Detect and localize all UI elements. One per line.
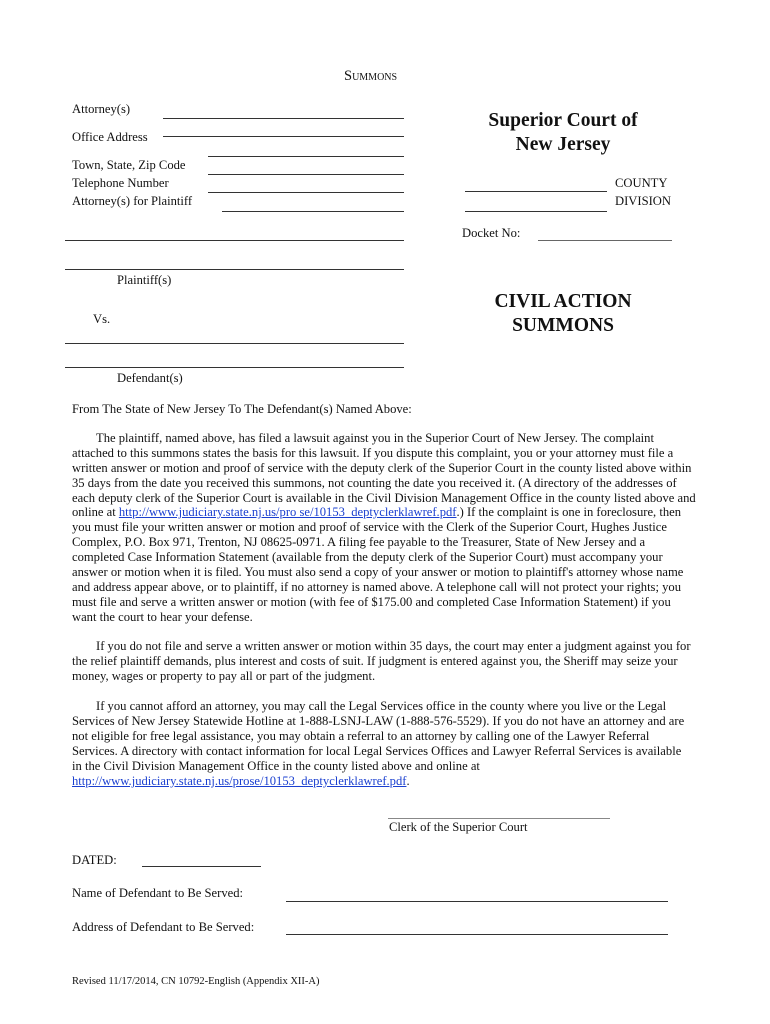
dated-line[interactable] [142, 866, 261, 867]
text-line: 35 days from the date you received this summons, not counting the date you received it. (A directory of the addresses of [72, 476, 677, 490]
text-line: the relief plaintiff demands, plus interest and costs of suit. If judgment is entered against you, the Sheriff may seize your [72, 654, 678, 668]
text-line: attached to this summons states the basis for this lawsuit. If you dispute this complaint, you or your attorney must file a [72, 446, 674, 460]
text-line: written answer or motion and proof of service with the deputy clerk of the Superior Court in the county listed above within [72, 461, 692, 475]
text-line: The plaintiff, named above, has filed a lawsuit against you in the Superior Court of New Jersey. The complaint [96, 431, 654, 445]
document-title: Summons [344, 68, 398, 84]
text-line: online at [72, 505, 119, 519]
text-line: money, wages or property to pay all or part of the judgment. [72, 669, 376, 683]
defendant-line-1[interactable] [65, 343, 404, 344]
attorney-line[interactable] [163, 118, 404, 119]
text-line: If you cannot afford an attorney, you may call the Legal Services office in the county where you live or the Legal [96, 699, 667, 713]
attorney-for-line[interactable] [222, 211, 404, 212]
clerk-signature-line[interactable] [388, 818, 610, 819]
text-line: Services of New Jersey Statewide Hotline at 1-888-LSNJ-LAW (1-888-576-5529). If you do not have an attorney and are [72, 714, 685, 728]
address-defendant-label: Address of Defendant to Be Served: [72, 920, 255, 934]
defendant-label: Defendant(s) [117, 371, 183, 385]
telephone-label: Telephone Number [72, 176, 169, 190]
text-line: Services. A directory with contact information for local Legal Services Offices and Lawyer Referral Services is available [72, 744, 682, 758]
name-defendant-label: Name of Defendant to Be Served: [72, 886, 244, 900]
division-label: DIVISION [615, 194, 671, 208]
town-line[interactable] [208, 174, 404, 175]
court-name-line2: New Jersey [515, 134, 611, 155]
division-line[interactable] [465, 211, 607, 212]
vs-label: Vs. [93, 312, 111, 326]
text-line: you must file your written answer or motion and proof of service with the Clerk of the Superior Court, Hughes Justice [72, 520, 667, 534]
prose-directory-link[interactable]: http://www.judiciary.state.nj.us/prose/10153_deptyclerklawref.pdf [72, 774, 407, 788]
address-defendant-line[interactable] [286, 934, 668, 935]
county-line[interactable] [465, 191, 607, 192]
office-address-line[interactable] [163, 136, 404, 137]
plaintiff-line-2[interactable] [65, 269, 404, 270]
clerk-label: Clerk of the Superior Court [389, 820, 528, 834]
office-address-line-2[interactable] [208, 156, 404, 157]
text-line: .) If the complaint is one in foreclosure, then [456, 505, 682, 519]
name-defendant-line[interactable] [286, 901, 668, 902]
docket-line[interactable] [538, 240, 672, 241]
directory-link[interactable]: http://www.judiciary.state.nj.us/pro se/10153_deptyclerklawref.pdf [118, 505, 457, 519]
text-line: If you do not file and serve a written answer or motion within 35 days, the court may enter a judgment against you for [96, 639, 691, 653]
county-label: COUNTY [615, 176, 668, 190]
telephone-line[interactable] [208, 192, 404, 193]
text-line: want the court to hear your defense. [72, 610, 253, 624]
office-address-label: Office Address [72, 130, 148, 144]
text-line: completed Case Information Statement (available from the deputy clerk of the Superior Court) must accompany your [72, 550, 663, 564]
text-line: . [406, 774, 410, 788]
attorney-label: Attorney(s) [72, 102, 131, 116]
text-line: and address appear above, or to plaintiff, if no attorney is named above. A telephone call will not protect your rights; you [72, 580, 682, 594]
text-line: in the Civil Division Management Office in the county listed above and online at [72, 759, 480, 773]
court-name-line1: Superior Court of [488, 110, 638, 131]
town-label: Town, State, Zip Code [72, 158, 186, 172]
heading-line2: SUMMONS [512, 315, 614, 336]
text-line: each deputy clerk of the Superior Court is available in the Civil Division Management Office in the county listed above and [72, 491, 696, 505]
attorney-for-label: Attorney(s) for Plaintiff [72, 194, 193, 208]
revision-footer: Revised 11/17/2014, CN 10792-English (Appendix XII-A) [72, 976, 320, 987]
defendant-line-2[interactable] [65, 367, 404, 368]
plaintiff-label: Plaintiff(s) [117, 273, 172, 287]
from-line: From The State of New Jersey To The Defendant(s) Named Above: [72, 402, 412, 416]
text-line: Complex, P.O. Box 971, Trenton, NJ 08625-0971. A filing fee payable to the Treasurer, State of New Jersey and a [72, 535, 646, 549]
heading-line1: CIVIL ACTION [494, 291, 632, 312]
docket-label: Docket No: [462, 226, 521, 240]
plaintiff-line-1[interactable] [65, 240, 404, 241]
text-line: must file and serve a written answer or motion (with fee of $175.00 and completed Case Information Statement) if you [72, 595, 671, 609]
text-line: answer or motion when it is filed. You must also send a copy of your answer or motion to plaintiff's attorney whose name [72, 565, 684, 579]
text-line: not eligible for free legal assistance, you may obtain a referral to an attorney by calling one of the Lawyer Referral [72, 729, 650, 743]
dated-label: DATED: [72, 853, 117, 867]
